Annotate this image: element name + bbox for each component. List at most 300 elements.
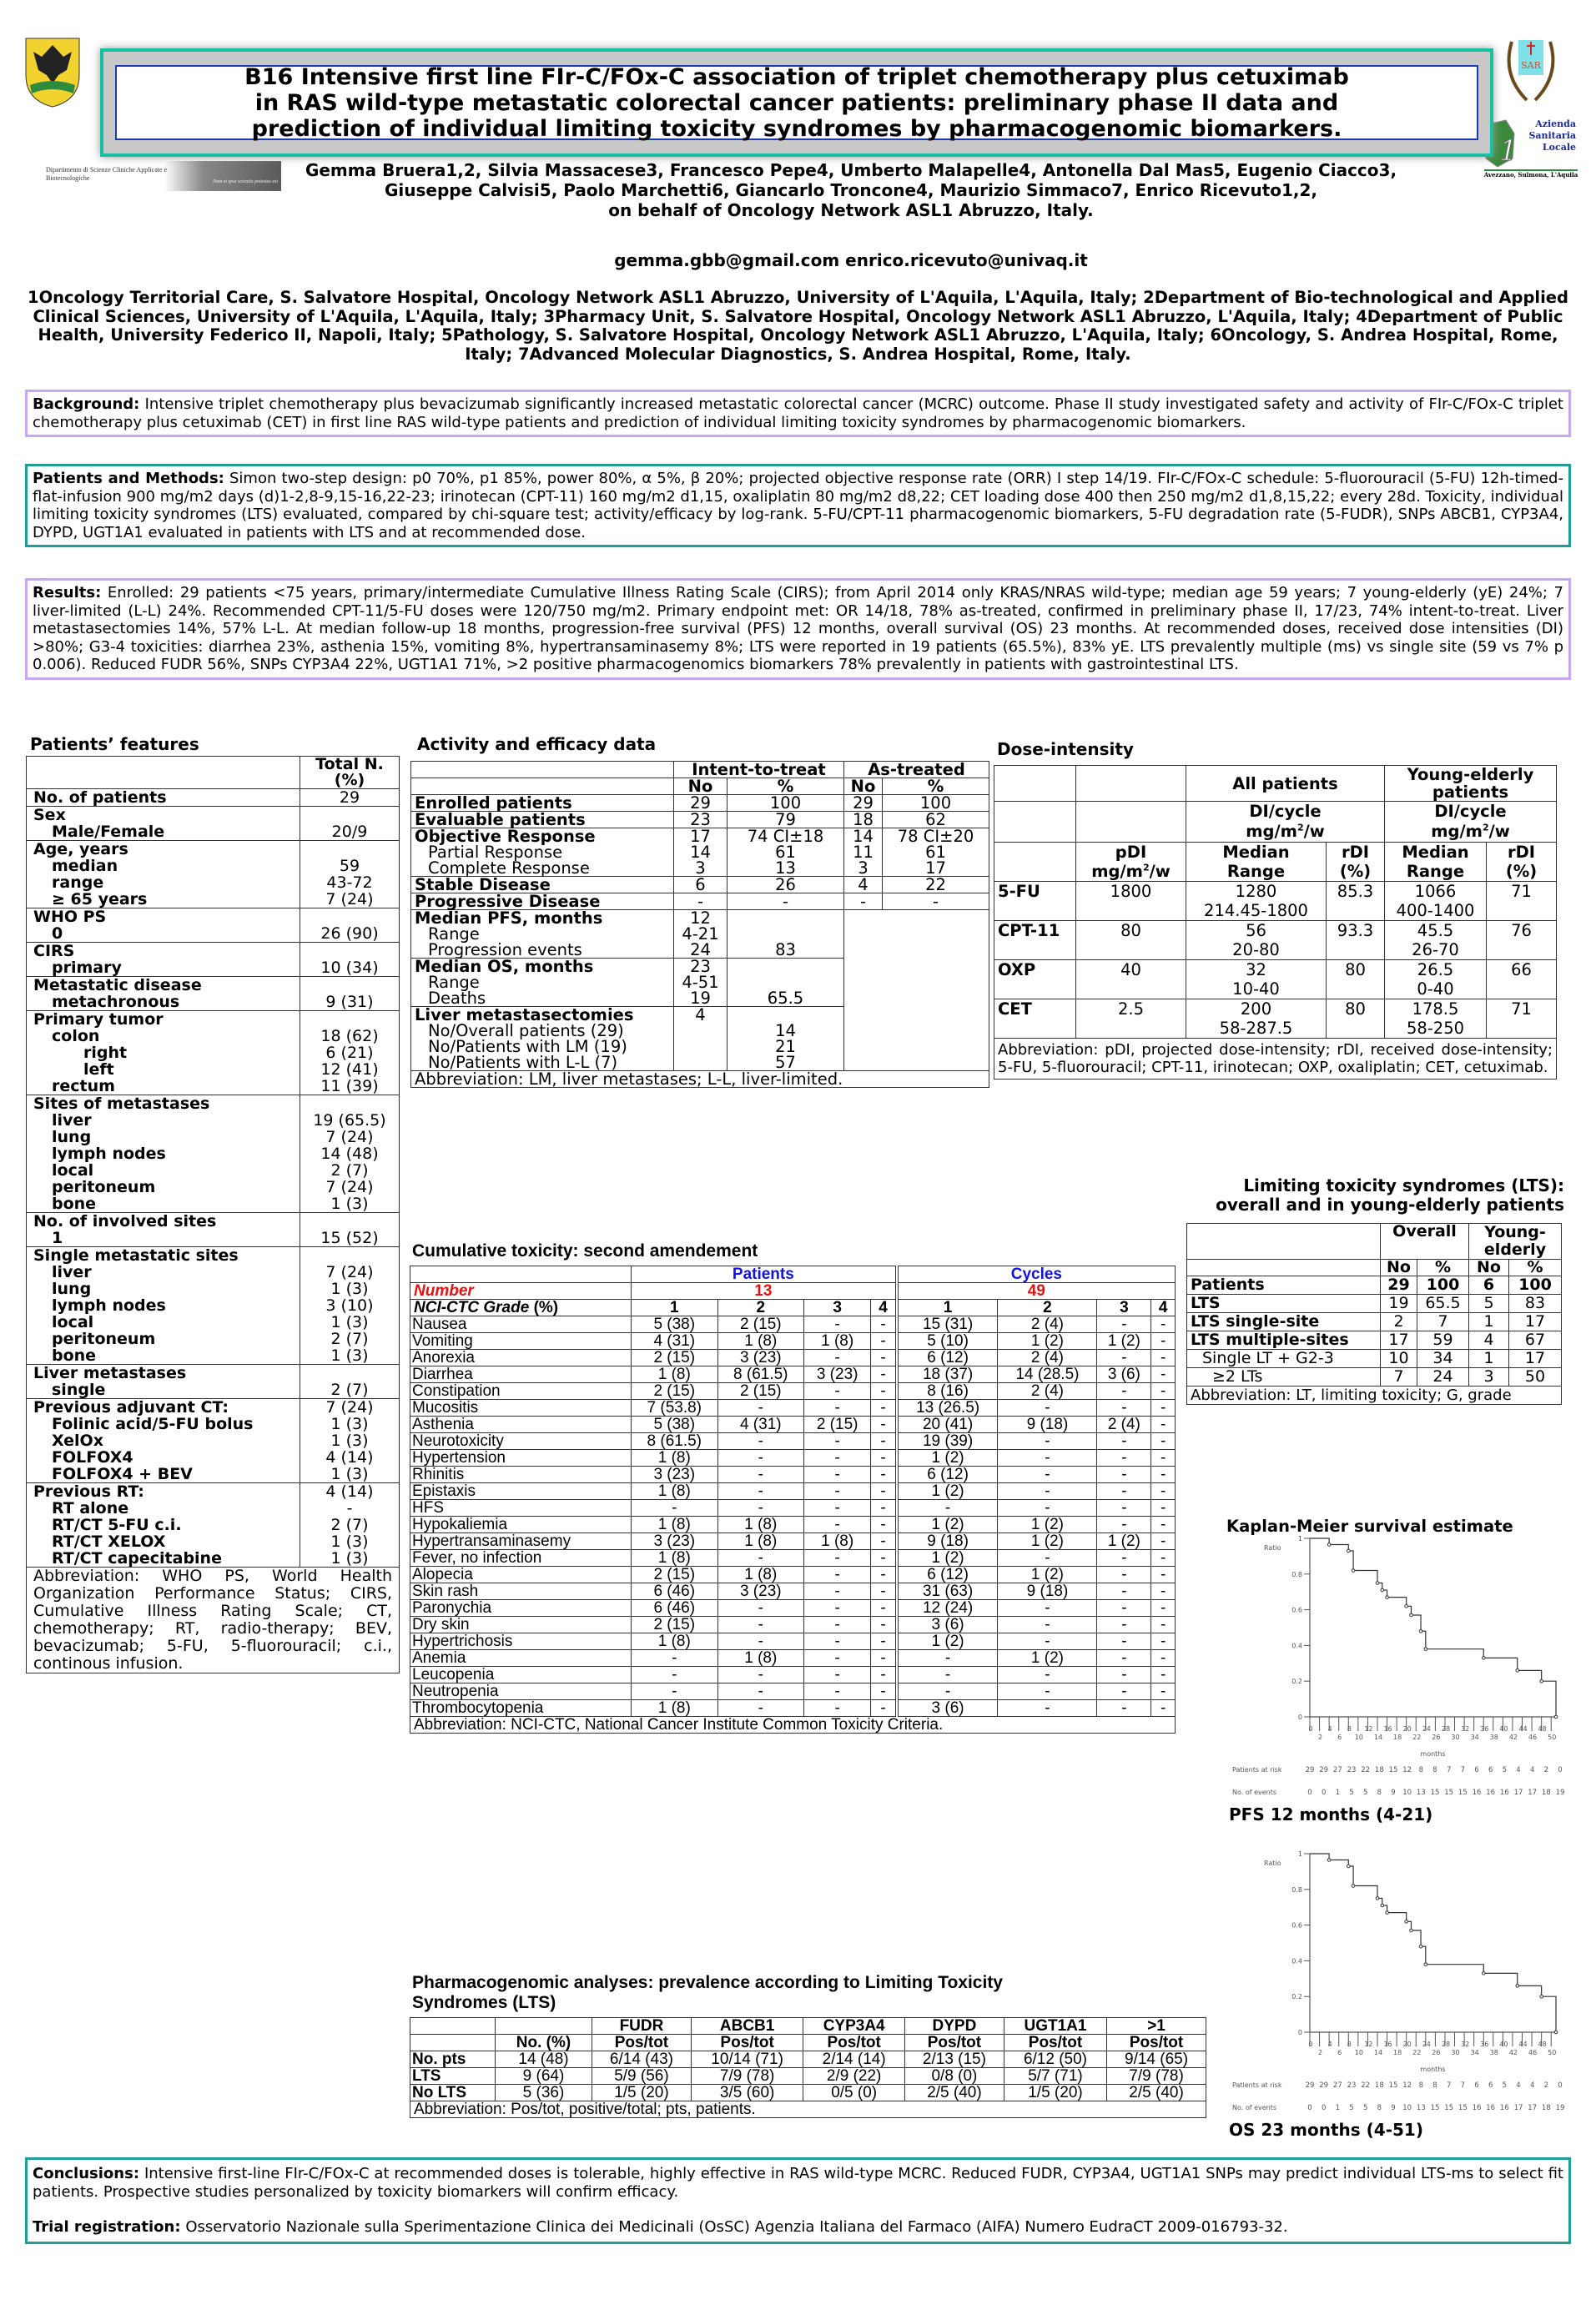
cycles-number: 49 <box>897 1283 1176 1300</box>
grade-col-header: 1 <box>632 1300 718 1316</box>
toxicity-value: 4 (31) <box>717 1417 804 1433</box>
cycles-group-header: Cycles <box>897 1266 1176 1283</box>
table-row <box>27 891 400 908</box>
pdi-header: pDI $mg/m^2/w$ <box>1076 843 1186 882</box>
table-row <box>410 1650 1176 1667</box>
subcol-header: Pos/tot <box>592 2035 692 2051</box>
feature-value <box>300 1213 400 1231</box>
feature-value: 20/9 <box>300 823 400 841</box>
row-value: 17 <box>674 828 728 845</box>
grade-col-header: 3 <box>1097 1300 1151 1316</box>
toxicity-label: Asthenia <box>410 1417 632 1433</box>
toxicity-value: 3 (23) <box>632 1533 718 1550</box>
toxicity-value: - <box>998 1483 1097 1500</box>
table-row <box>27 858 400 874</box>
contact-emails: gemma.gbb@gmail.com enrico.ricevuto@univaq.it <box>614 250 1088 270</box>
risk-value: 7 <box>1460 1766 1466 1774</box>
col-pct: % <box>1509 1260 1562 1276</box>
event-marker <box>1327 1543 1331 1547</box>
toxicity-value: 1 (2) <box>1097 1533 1151 1550</box>
rdi-value: 80 <box>1327 960 1385 999</box>
toxicity-value: - <box>1097 1517 1151 1533</box>
group-value: 9/14 (65) <box>1107 2051 1206 2068</box>
range-value: 214.45-1800 <box>1204 901 1308 920</box>
event-marker <box>1405 1920 1408 1924</box>
row-value: - <box>674 893 728 910</box>
row-label: Partial Response <box>411 844 674 860</box>
feature-value: 14 (48) <box>300 1145 400 1162</box>
events-label: No. of events <box>1232 2104 1277 2111</box>
table-row <box>27 1061 400 1078</box>
table-row <box>27 1399 400 1417</box>
risk-value: 8 <box>1432 2081 1437 2090</box>
group-value: 9 (64) <box>496 2068 592 2085</box>
sar-logo <box>1502 33 1560 108</box>
events-value: 19 <box>1555 1789 1565 1797</box>
row-no <box>674 1039 728 1054</box>
table-row <box>27 1297 400 1314</box>
km-caption: OS 23 months (4-51) <box>1229 2120 1423 2140</box>
group-value: 3/5 (60) <box>691 2085 803 2101</box>
table-row <box>27 1281 400 1297</box>
toxicity-value: 1 (8) <box>632 1483 718 1500</box>
toxicity-value: - <box>871 1467 897 1483</box>
row-value: 2 <box>1381 1313 1417 1331</box>
toxicity-value: 1 (2) <box>897 1517 998 1533</box>
group-value: 5/9 (56) <box>592 2068 692 2085</box>
toxicity-value: - <box>1151 1333 1176 1350</box>
toxicity-value: 14 (28.5) <box>998 1366 1097 1383</box>
feature-value <box>300 1365 400 1382</box>
table-row <box>410 1366 1176 1383</box>
table-row <box>27 1011 400 1029</box>
row-label: No/Patients with L-L (7) <box>411 1054 674 1071</box>
y-tick-label: 0.6 <box>1291 1606 1302 1614</box>
authors-line-2: Giuseppe Calvisi5, Paolo Marchetti6, Giancarlo Troncone4, Maurizio Simmaco7, Enrico Ricevuto1,2, <box>384 180 1318 200</box>
table-row <box>27 823 400 841</box>
row-value: 34 <box>1417 1350 1469 1368</box>
toxicity-value: 3 (6) <box>897 1700 998 1717</box>
feature-label: FOLFOX4 <box>27 1449 300 1466</box>
pdi-value: 2.5 <box>1076 999 1186 1039</box>
group-value: 5/7 (71) <box>1004 2068 1106 2085</box>
row-pct <box>728 910 844 927</box>
row-pct: 83 <box>728 942 844 959</box>
toxicity-value: 1 (2) <box>998 1533 1097 1550</box>
x-tick-label: 8 <box>1347 1725 1352 1733</box>
y-tick-label: 0.4 <box>1291 1642 1302 1650</box>
toxicity-value: - <box>1097 1650 1151 1667</box>
toxicity-label: Neutropenia <box>410 1683 632 1700</box>
grade-suffix: (%) <box>533 1299 559 1316</box>
toxicity-label: Diarrhea <box>410 1366 632 1383</box>
median-value: 26.5 <box>1417 960 1454 979</box>
toxicity-value: 6 (12) <box>897 1467 998 1483</box>
toxicity-value: - <box>871 1683 897 1700</box>
feature-value: 4 (14) <box>300 1483 400 1501</box>
events-value: 5 <box>1362 1789 1368 1797</box>
row-pct: 57 <box>728 1054 844 1071</box>
toxicity-value: - <box>804 1450 871 1467</box>
toxicity-value: 2 (15) <box>717 1383 804 1400</box>
toxicity-value: - <box>632 1500 718 1517</box>
feature-value: 29 <box>300 789 400 807</box>
event-marker <box>1554 1715 1558 1719</box>
feature-value <box>300 977 400 994</box>
feature-label: bone <box>27 1195 300 1213</box>
table-row <box>411 893 989 910</box>
col-no: No <box>674 778 728 795</box>
feature-value: 2 (7) <box>300 1381 400 1398</box>
events-label: No. of events <box>1232 1789 1277 1796</box>
row-value: 23 <box>674 812 728 828</box>
toxicity-value: - <box>717 1667 804 1683</box>
toxicity-value: - <box>998 1467 1097 1483</box>
table-row <box>410 1550 1176 1567</box>
toxicity-value: 3 (23) <box>717 1350 804 1366</box>
x-tick-label: 50 <box>1548 2049 1557 2056</box>
row-label: Range <box>411 974 674 990</box>
marker-header: UGT1A1 <box>1004 2018 1106 2035</box>
x-tick-label: 26 <box>1432 2049 1441 2056</box>
results-label: Results: <box>33 584 102 601</box>
x-tick-label: 2 <box>1318 1734 1323 1741</box>
table-row <box>1187 1276 1562 1295</box>
feature-label: lymph nodes <box>27 1297 300 1314</box>
event-marker <box>1381 1588 1384 1592</box>
col-no: No <box>1469 1260 1509 1276</box>
risk-value: 2 <box>1543 1766 1549 1774</box>
toxicity-value: 1 (8) <box>632 1633 718 1650</box>
range-value: 10-40 <box>1232 979 1280 999</box>
feature-value: 12 (41) <box>300 1061 400 1078</box>
group-value: 5 (36) <box>496 2085 592 2101</box>
table-row <box>1187 1350 1562 1368</box>
table-row <box>410 1517 1176 1533</box>
feature-label: Sex <box>27 807 300 824</box>
table-row <box>410 1433 1176 1450</box>
marker-header: FUDR <box>592 2018 692 2035</box>
table-row <box>27 977 400 994</box>
toxicity-value: - <box>1151 1650 1176 1667</box>
risk-value: 15 <box>1388 2081 1398 2090</box>
toxicity-value: 3 (6) <box>1097 1366 1151 1383</box>
feature-value: 10 (34) <box>300 959 400 976</box>
table-row <box>27 1500 400 1517</box>
toxicity-label: Hypokaliemia <box>410 1517 632 1533</box>
table-row <box>27 1365 400 1382</box>
event-marker <box>1376 1582 1379 1585</box>
risk-value: 29 <box>1305 2081 1315 2090</box>
toxicity-value: - <box>717 1400 804 1417</box>
events-value: 17 <box>1513 2104 1523 2112</box>
feature-label: No. of involved sites <box>27 1213 300 1231</box>
y-tick-label: 0 <box>1297 2029 1302 2036</box>
events-value: 16 <box>1499 2104 1509 2112</box>
toxicity-value: - <box>1097 1617 1151 1633</box>
row-label: Enrolled patients <box>411 795 674 812</box>
toxicity-value: - <box>871 1433 897 1450</box>
department-logo <box>21 161 281 191</box>
events-value: 18 <box>1541 2104 1551 2112</box>
feature-label: Folinic acid/5-FU bolus <box>27 1416 300 1432</box>
toxicity-value: 20 (41) <box>897 1417 998 1433</box>
toxicity-value: 3 (6) <box>897 1617 998 1633</box>
all-median-range <box>1186 921 1327 960</box>
group-value: 6/12 (50) <box>1004 2051 1106 2068</box>
authors <box>250 160 1452 220</box>
toxicity-value: - <box>804 1500 871 1517</box>
event-marker <box>1482 1972 1485 1975</box>
toxicity-label: Hypertrichosis <box>410 1633 632 1650</box>
di-cycle-header: DI/cycle $mg/m^2/w$ <box>1186 802 1385 843</box>
authors-line-3: on behalf of Oncology Network ASL1 Abruzzo, Italy. <box>608 200 1094 220</box>
ye-median-range <box>1385 921 1487 960</box>
risk-value: 5 <box>1502 1766 1508 1774</box>
conclusions-box <box>25 2157 1571 2244</box>
toxicity-label: Fever, no infection <box>410 1550 632 1567</box>
toxicity-value: - <box>1097 1400 1151 1417</box>
risk-value: 23 <box>1347 1766 1357 1774</box>
events-value: 5 <box>1349 2104 1354 2112</box>
table-row <box>27 1550 400 1568</box>
feature-value: 1 (3) <box>300 1533 400 1550</box>
grade-col-header: 4 <box>1151 1300 1176 1316</box>
x-tick-label: 12 <box>1364 1725 1373 1733</box>
table-row <box>410 1667 1176 1683</box>
group-value: 7/9 (78) <box>691 2068 803 2085</box>
range-label: Range <box>1406 862 1465 881</box>
grade-col-header: 2 <box>998 1300 1097 1316</box>
toxicity-value: 1 (8) <box>717 1333 804 1350</box>
feature-value: 3 (10) <box>300 1297 400 1314</box>
lts-table <box>1186 1223 1562 1405</box>
risk-value: 7 <box>1446 1766 1452 1774</box>
feature-label: CIRS <box>27 943 300 960</box>
dose-abbreviation: Abbreviation: pDI, projected dose-intensity; rDI, received dose-intensity; 5-FU, 5-fluorouracil; CPT-11, irinotecan; OXP, oxaliplatin; CET, cetuximab. <box>994 1039 1557 1080</box>
row-value: 100 <box>1417 1276 1469 1295</box>
toxicity-value: - <box>1151 1366 1176 1383</box>
row-value: 29 <box>674 795 728 812</box>
risk-value: 29 <box>1305 1766 1315 1774</box>
events-value: 13 <box>1416 1789 1426 1797</box>
events-value: 9 <box>1391 2104 1396 2112</box>
table-row <box>27 1112 400 1129</box>
feature-label: colon <box>27 1028 300 1044</box>
toxicity-value: 3 (23) <box>804 1366 871 1383</box>
x-tick-label: 48 <box>1538 2041 1547 2048</box>
feature-label: Previous RT: <box>27 1483 300 1501</box>
events-value: 17 <box>1528 2104 1538 2112</box>
x-tick-label: 42 <box>1508 1734 1518 1741</box>
row-value: 3 <box>844 860 883 877</box>
events-value: 10 <box>1402 1789 1412 1797</box>
row-no: 19 <box>674 990 728 1007</box>
row-value: 59 <box>1417 1331 1469 1350</box>
row-label: Progressive Disease <box>411 893 674 910</box>
toxicity-value: - <box>1151 1383 1176 1400</box>
table-row <box>27 1230 400 1246</box>
events-value: 0 <box>1321 2104 1327 2112</box>
table-row <box>411 877 989 893</box>
row-label: Deaths <box>411 990 674 1007</box>
toxicity-label: Thrombocytopenia <box>410 1700 632 1717</box>
toxicity-value: - <box>717 1500 804 1517</box>
at-header: As-treated <box>844 762 989 778</box>
table-row <box>410 1533 1176 1550</box>
x-tick-label: 50 <box>1548 1734 1557 1741</box>
row-value: - <box>883 893 989 910</box>
toxicity-value: 1 (8) <box>717 1517 804 1533</box>
x-tick-label: 48 <box>1538 1725 1547 1733</box>
x-tick-label: 22 <box>1412 2049 1422 2056</box>
toxicity-value: - <box>1151 1417 1176 1433</box>
x-tick-label: 46 <box>1528 1734 1538 1741</box>
events-value: 16 <box>1486 1789 1496 1797</box>
table-row <box>27 1078 400 1095</box>
university-crest-logo <box>23 33 82 108</box>
toxicity-value: - <box>1097 1433 1151 1450</box>
toxicity-value: - <box>1097 1567 1151 1583</box>
pdi-value: 40 <box>1076 960 1186 999</box>
feature-label: Previous adjuvant CT: <box>27 1399 300 1417</box>
toxicity-value: 1 (8) <box>804 1333 871 1350</box>
toxicity-label: Vomiting <box>410 1333 632 1350</box>
feature-value <box>300 1095 400 1113</box>
table-row <box>410 1583 1176 1600</box>
feature-value <box>300 807 400 824</box>
x-tick-label: 10 <box>1354 1734 1363 1741</box>
feature-label: lung <box>27 1281 300 1297</box>
feature-label: 0 <box>27 925 300 942</box>
risk-value: 29 <box>1319 2081 1329 2090</box>
toxicity-value: 2 (15) <box>632 1383 718 1400</box>
table-row <box>410 1567 1176 1583</box>
row-label: Patients <box>1187 1276 1381 1295</box>
events-value: 1 <box>1335 2104 1341 2112</box>
toxicity-value: 1 (8) <box>717 1567 804 1583</box>
x-tick-label: 2 <box>1318 2049 1323 2056</box>
pharmaco-title-2: Syndromes (LTS) <box>412 1993 556 2012</box>
row-value: 13 <box>728 860 844 877</box>
row-value: 29 <box>844 795 883 812</box>
table-row <box>27 1028 400 1044</box>
group-value: 0/5 (0) <box>803 2085 905 2101</box>
event-marker <box>1352 1885 1355 1888</box>
feature-value: 43-72 <box>300 874 400 891</box>
row-value: - <box>844 893 883 910</box>
event-marker <box>1352 1569 1355 1573</box>
toxicity-value: - <box>804 1583 871 1600</box>
toxicity-value: 1 (8) <box>632 1550 718 1567</box>
grade-label: NCI-CTC Grade <box>414 1299 530 1316</box>
x-tick-label: 24 <box>1422 2041 1431 2048</box>
toxicity-value: 3 (23) <box>717 1583 804 1600</box>
di-cycle-header: DI/cycle $mg/m^2/w$ <box>1385 802 1557 843</box>
feature-value: 59 <box>300 858 400 874</box>
toxicity-value: 8 (61.5) <box>717 1366 804 1383</box>
group-value: 2/9 (22) <box>803 2068 905 2085</box>
x-tick-label: 8 <box>1347 2041 1352 2048</box>
feature-label: WHO PS <box>27 908 300 926</box>
risk-value: 0 <box>1558 1766 1563 1774</box>
feature-label: left <box>27 1061 300 1078</box>
methods-label: Patients and Methods: <box>33 470 224 487</box>
toxicity-value: 5 (38) <box>632 1316 718 1333</box>
table-row <box>27 1517 400 1533</box>
toxicity-value: - <box>1151 1467 1176 1483</box>
event-marker <box>1554 2031 1558 2034</box>
group-value: 7/9 (78) <box>1107 2068 1206 2085</box>
toxicity-value: 5 (10) <box>897 1333 998 1350</box>
subcol-header: No. (%) <box>496 2035 592 2051</box>
table-row <box>27 1213 400 1231</box>
y-tick-label: 0.8 <box>1291 1570 1302 1578</box>
feature-label: liver <box>27 1112 300 1129</box>
toxicity-table <box>410 1266 1176 1734</box>
risk-value: 12 <box>1402 1766 1412 1774</box>
toxicity-value: 13 (26.5) <box>897 1400 998 1417</box>
results-box <box>25 578 1571 680</box>
toxicity-value: 1 (2) <box>897 1483 998 1500</box>
table-row <box>27 908 400 926</box>
toxicity-label: HFS <box>410 1500 632 1517</box>
results-text: Enrolled: 29 patients <75 years, primary/intermediate Cumulative Illness Rating Scale (CIRS); from April 2014 only KRAS/NRAS wild-type; median age 59 years; 7 young-elderly (yE) 24%; 7 liver-limited (L-L) 24%. Recommended CPT-11/5-FU doses were 120/750 mg/m2. Primary endpoint met: OR 14/18, 78% as-treated, confirmed in preliminary phase II, 17/23, 74% intent-to-treat. Liver metastasectomies 14%, 57% L-L. At median follow-up 18 months, progression-free survival (PFS) 12 months, overall survival (OS) 23 months. At recommended doses, received dose intensities (DI) >80%; G3-4 toxicities: diarrhea 23%, asthenia 15%, vomiting 8%, hypertransaminasemy 8%; LTS were reported in 19 patients (65.5%), 83% yE. LTS prevalently multiple (ms) vs single site (59 vs 7% p 0.006). Reduced FUDR 56%, SNPs CYP3A4 22%, UGT1A1 71%, >2 positive pharmacogenomics biomarkers 78% prevalently in patients with gastrointestinal LTS. <box>33 584 1563 673</box>
feature-value: 2 (7) <box>300 1517 400 1533</box>
rdi-unit: (%) <box>1505 862 1538 881</box>
department-name: Dipartimento di Scienze Cliniche Applicate e Biotecnologiche <box>46 166 168 182</box>
pharmaco-abbreviation: Abbreviation: Pos/tot, positive/total; pts, patients. <box>410 2101 1206 2118</box>
row-value: 1 <box>1469 1350 1509 1368</box>
toxicity-value: - <box>1097 1550 1151 1567</box>
feature-label: RT/CT XELOX <box>27 1533 300 1550</box>
risk-value: 4 <box>1516 2081 1521 2090</box>
toxicity-title: Cumulative toxicity: second amendement <box>412 1241 758 1261</box>
feature-value: 6 (21) <box>300 1044 400 1061</box>
row-label: Median OS, months <box>411 959 674 975</box>
table-row <box>27 1381 400 1398</box>
risk-value: 8 <box>1432 1766 1437 1774</box>
feature-value: 1 (3) <box>300 1195 400 1213</box>
row-value: 17 <box>883 860 989 877</box>
event-marker <box>1386 1911 1389 1915</box>
table-row <box>410 2051 1206 2068</box>
row-value: 100 <box>883 795 989 812</box>
toxicity-value: - <box>1097 1500 1151 1517</box>
row-value: 22 <box>883 877 989 893</box>
group-value: 14 (48) <box>496 2051 592 2068</box>
x-tick-label: 38 <box>1489 1734 1498 1741</box>
table-row <box>994 882 1557 921</box>
row-label: ≥2 LTs <box>1187 1368 1381 1387</box>
event-marker <box>1516 1985 1519 1988</box>
patients-features-title: Patients’ features <box>30 734 199 754</box>
row-value: 4 <box>1469 1331 1509 1350</box>
x-axis-label: months <box>1420 2066 1446 2073</box>
marker-header: CYP3A4 <box>803 2018 905 2035</box>
col-pct: % <box>883 778 989 795</box>
y-tick-label: 0.6 <box>1291 1921 1302 1930</box>
activity-table <box>410 761 989 1088</box>
event-marker <box>1419 1629 1422 1633</box>
table-row <box>27 1195 400 1213</box>
toxicity-value: 1 (8) <box>632 1700 718 1717</box>
km-title: Kaplan-Meier survival estimate <box>1226 1517 1513 1536</box>
events-value: 15 <box>1430 2104 1440 2112</box>
toxicity-value: 1 (8) <box>717 1650 804 1667</box>
events-value: 13 <box>1416 2104 1426 2112</box>
rdi-header <box>1327 843 1385 882</box>
